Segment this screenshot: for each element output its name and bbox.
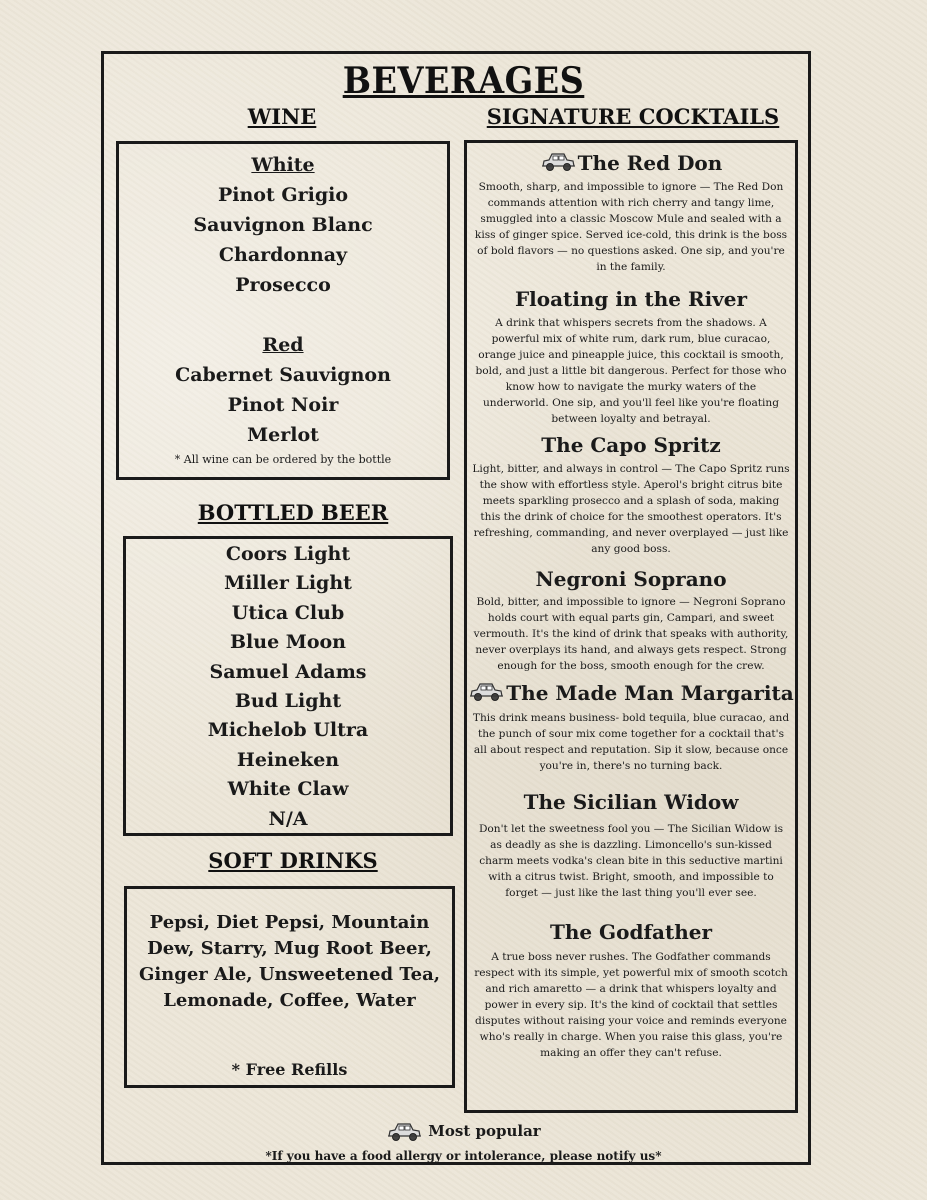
cocktail-description: Don't let the sweetness fool you — The Sicilian Widow is as deadly as she is dazzling. Limoncello's sun-kissed charm meets vodka's clean bite in this seductive martini with a citrus twist. Bright, smooth, and impossible to forget — just like the last thing you'll ever see. — [478, 823, 784, 899]
cocktail-name: The Sicilian Widow — [523, 790, 739, 814]
beer-item: Blue Moon — [230, 631, 346, 654]
beer-heading: BOTTLED BEER — [197, 500, 389, 525]
red-wine-label: Red — [262, 334, 304, 356]
beer-item: N/A — [268, 807, 308, 830]
cocktail-description: Light, bitter, and always in control — The Capo Spritz runs the show with effortless style. Aperol's bright citrus bite meets sparkling prosecco and a splash of soda, making this the drink of choice for the smoothest operators. It's refreshing, commanding, and never overplayed — just like any good boss. — [472, 463, 790, 555]
cocktails-heading: SIGNATURE COCKTAILS — [486, 104, 780, 129]
beer-item: Miller Light — [224, 572, 352, 595]
wine-item: Chardonnay — [218, 244, 348, 266]
wine-item: Prosecco — [235, 274, 331, 296]
wine-item: Merlot — [247, 424, 319, 446]
free-refills-note: * Free Refills — [231, 1060, 348, 1079]
cocktail-name: The Capo Spritz — [541, 433, 721, 457]
most-popular-label: Most popular — [428, 1122, 541, 1140]
wine-item: Pinot Noir — [227, 394, 339, 416]
beer-item: Michelob Ultra — [207, 719, 369, 742]
beer-item: White Claw — [227, 778, 349, 801]
beer-item: Heineken — [236, 748, 340, 771]
cocktail-name: Negroni Soprano — [535, 567, 727, 591]
allergy-note: *If you have a food allergy or intolerance, please notify us* — [265, 1149, 662, 1163]
cocktail-description: A drink that whispers secrets from the shadows. A powerful mix of white rum, dark rum, blue curacao, orange juice and pineapple juice, this cocktail is smooth, bold, and just a little bit dangerous. Perfect for those who know how to navigate the murky waters of the underworld. One sip, and you'll feel like you're floating between loyalty and betrayal. — [475, 317, 787, 425]
cocktail-name: The Red Don — [466, 150, 796, 179]
cocktail-name: The Made Man Margarita — [466, 680, 796, 709]
cocktail-name: The Godfather — [549, 920, 713, 944]
soft-drinks-list: Pepsi, Diet Pepsi, Mountain Dew, Starry, Mug Root Beer, Ginger Ale, Unsweetened Tea, Lemonade, Coffee, Water — [138, 912, 441, 1011]
soft-drinks-heading: SOFT DRINKS — [208, 848, 378, 873]
wine-bottle-note: * All wine can be ordered by the bottle — [174, 453, 392, 466]
cocktail-description: Bold, bitter, and impossible to ignore — Negroni Soprano holds court with equal parts gin, Campari, and sweet vermouth. It's the kind of drink that speaks with authority, never overplays its hand, and always gets respect. Strong enough for the boss, smooth enough for the crew. — [473, 596, 789, 672]
most-popular-legend — [0, 1120, 927, 1144]
beer-list — [123, 540, 453, 834]
vintage-car-icon — [540, 150, 576, 179]
beer-item: Utica Club — [231, 601, 345, 624]
page-title: BEVERAGES — [342, 60, 585, 102]
wine-list — [116, 150, 450, 470]
beer-item: Bud Light — [234, 690, 342, 713]
wine-item: Pinot Grigio — [217, 184, 348, 206]
cocktail-description: This drink means business- bold tequila, blue curacao, and the punch of sour mix come together for a cocktail that's all about respect and reputation. Sip it slow, because once you're in, there's no turning back. — [472, 712, 790, 772]
cocktail-description: A true boss never rushes. The Godfather commands respect with its simple, yet powerful mix of smooth scotch and rich amaretto — a drink that whispers loyalty and power in every sip. It's the kind of cocktail that settles disputes without raising your voice and reminds everyone who's really in charge. When you raise this glass, you're making an offer they can't refuse. — [474, 951, 788, 1059]
cocktail-description: Smooth, sharp, and impossible to ignore — The Red Don commands attention with rich cherry and tangy lime, smuggled into a classic Moscow Mule and sealed with a kiss of ginger spice. Served ice-cold, this drink is the boss of bold flavors — no questions asked. One sip, and you're in the family. — [474, 181, 788, 273]
white-wine-label: White — [251, 154, 315, 176]
beer-item: Coors Light — [225, 543, 351, 565]
cocktail-name: Floating in the River — [514, 287, 748, 311]
vintage-car-icon — [386, 1122, 428, 1140]
wine-item: Cabernet Sauvignon — [175, 364, 391, 386]
beer-item: Samuel Adams — [209, 660, 367, 683]
vintage-car-icon — [468, 680, 504, 709]
wine-item: Sauvignon Blanc — [193, 214, 373, 236]
wine-heading: WINE — [247, 104, 317, 129]
